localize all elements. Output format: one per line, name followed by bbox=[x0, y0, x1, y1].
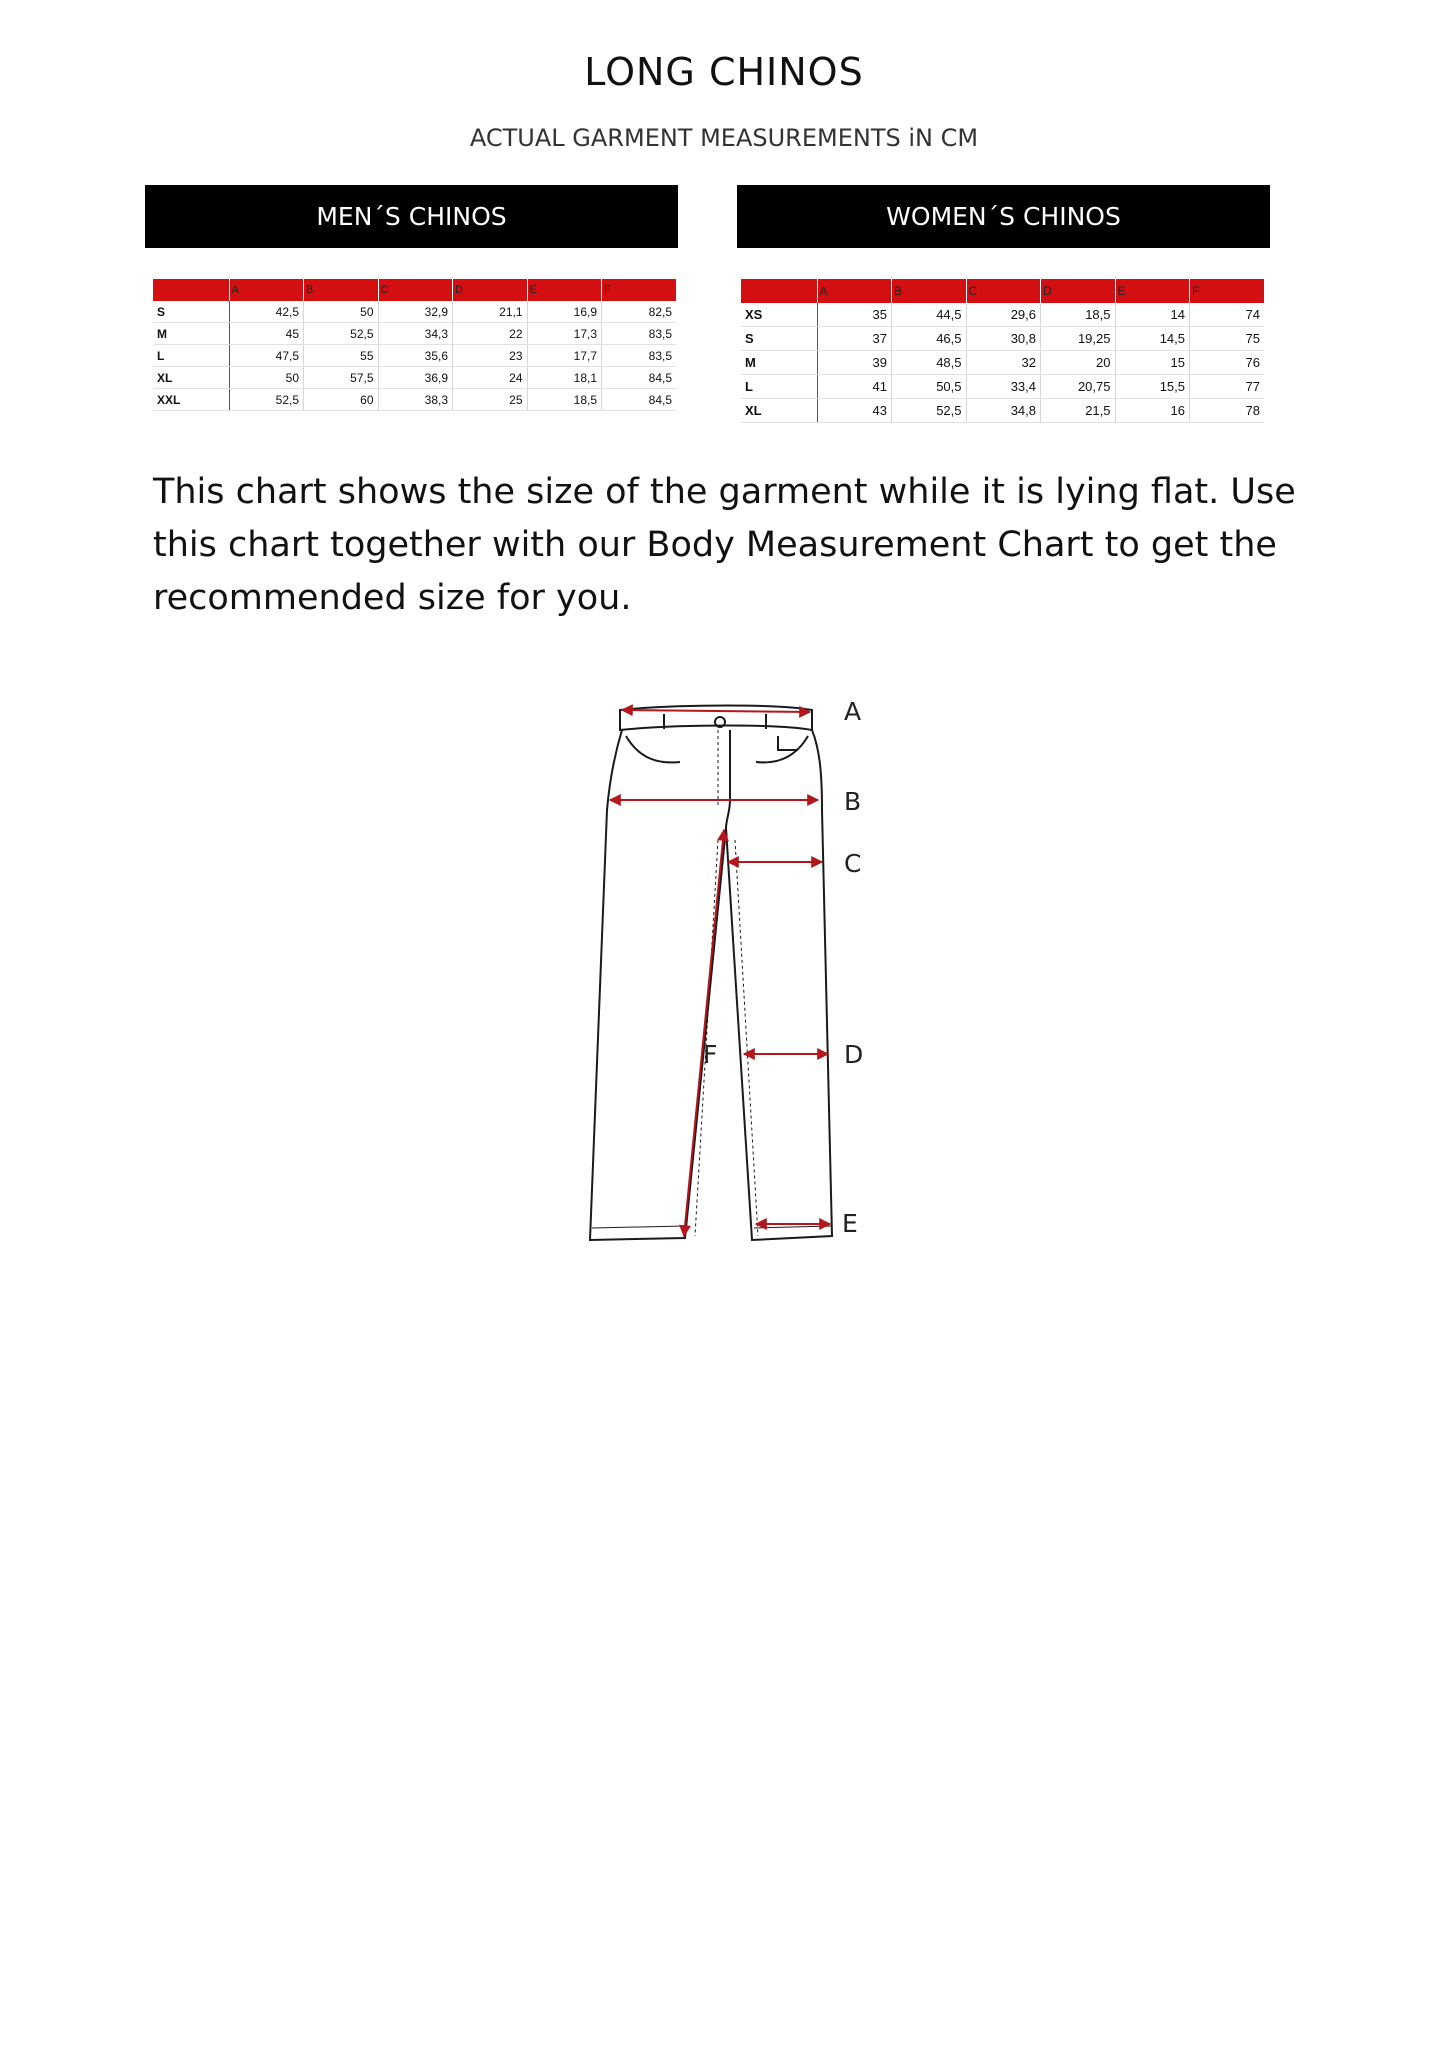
measurement-cell: 50 bbox=[229, 367, 304, 389]
table-header-row bbox=[741, 279, 1264, 303]
measurement-cell: 84,5 bbox=[602, 389, 677, 411]
measurement-cell: 21,5 bbox=[1041, 399, 1116, 423]
label-d: D bbox=[844, 1040, 864, 1069]
column-header: B bbox=[892, 279, 967, 303]
measurement-cell: 18,5 bbox=[1041, 303, 1116, 327]
measurement-cell: 50,5 bbox=[892, 375, 967, 399]
measurement-cell: 20 bbox=[1041, 351, 1116, 375]
column-header: E bbox=[527, 279, 602, 301]
measurement-cell: 52,5 bbox=[892, 399, 967, 423]
table-row bbox=[741, 375, 1264, 399]
measurement-cell: 17,7 bbox=[527, 345, 602, 367]
measurement-cell: 43 bbox=[817, 399, 892, 423]
measurement-cell: 76 bbox=[1190, 351, 1265, 375]
mens-size-table bbox=[153, 279, 676, 411]
measurement-cell: 78 bbox=[1190, 399, 1265, 423]
column-header: B bbox=[304, 279, 379, 301]
table-corner-cell bbox=[153, 279, 229, 301]
measurement-cell: 33,4 bbox=[966, 375, 1041, 399]
page-title: LONG CHINOS bbox=[584, 50, 864, 94]
measurement-cell: 22 bbox=[453, 323, 528, 345]
measurement-cell: 15 bbox=[1115, 351, 1190, 375]
measurement-cell: 24 bbox=[453, 367, 528, 389]
measurement-cell: 74 bbox=[1190, 303, 1265, 327]
measurement-cell: 14,5 bbox=[1115, 327, 1190, 351]
label-c: C bbox=[844, 849, 862, 878]
table-row bbox=[153, 323, 676, 345]
size-label: M bbox=[741, 351, 817, 375]
size-label: S bbox=[153, 301, 229, 323]
measurement-cell: 34,8 bbox=[966, 399, 1041, 423]
measurement-cell: 21,1 bbox=[453, 301, 528, 323]
column-header: A bbox=[817, 279, 892, 303]
size-label: XS bbox=[741, 303, 817, 327]
measurement-cell: 16,9 bbox=[527, 301, 602, 323]
column-header: C bbox=[966, 279, 1041, 303]
measurement-cell: 60 bbox=[304, 389, 379, 411]
table-row bbox=[153, 389, 676, 411]
table-header-row bbox=[153, 279, 676, 301]
measurement-cell: 84,5 bbox=[602, 367, 677, 389]
measurement-cell: 39 bbox=[817, 351, 892, 375]
measurement-cell: 37 bbox=[817, 327, 892, 351]
chinos-outline bbox=[590, 706, 832, 1241]
measurement-cell: 35 bbox=[817, 303, 892, 327]
table-row bbox=[153, 301, 676, 323]
size-label: L bbox=[153, 345, 229, 367]
column-header: C bbox=[378, 279, 453, 301]
size-label: S bbox=[741, 327, 817, 351]
size-label: L bbox=[741, 375, 817, 399]
measurement-cell: 47,5 bbox=[229, 345, 304, 367]
measurement-cell: 77 bbox=[1190, 375, 1265, 399]
label-a: A bbox=[844, 697, 862, 726]
label-e: E bbox=[842, 1209, 858, 1238]
measurement-cell: 48,5 bbox=[892, 351, 967, 375]
measurement-cell: 34,3 bbox=[378, 323, 453, 345]
measurement-cell: 38,3 bbox=[378, 389, 453, 411]
table-row bbox=[741, 351, 1264, 375]
measurement-cell: 25 bbox=[453, 389, 528, 411]
arrow-f-inseam bbox=[684, 830, 724, 1236]
table-corner-cell bbox=[741, 279, 817, 303]
measurement-cell: 15,5 bbox=[1115, 375, 1190, 399]
size-label: XL bbox=[153, 367, 229, 389]
measurement-cell: 17,3 bbox=[527, 323, 602, 345]
measurement-cell: 23 bbox=[453, 345, 528, 367]
size-label: XL bbox=[741, 399, 817, 423]
mens-chinos-header: MEN´S CHINOS bbox=[145, 185, 678, 248]
measurement-cell: 35,6 bbox=[378, 345, 453, 367]
measurement-cell: 46,5 bbox=[892, 327, 967, 351]
measurement-cell: 18,1 bbox=[527, 367, 602, 389]
measurement-cell: 50 bbox=[304, 301, 379, 323]
measurement-cell: 52,5 bbox=[229, 389, 304, 411]
arrow-a-waist bbox=[622, 710, 810, 712]
measurement-cell: 42,5 bbox=[229, 301, 304, 323]
measurement-cell: 52,5 bbox=[304, 323, 379, 345]
measurement-cell: 14 bbox=[1115, 303, 1190, 327]
measurement-cell: 44,5 bbox=[892, 303, 967, 327]
measurement-cell: 83,5 bbox=[602, 323, 677, 345]
measurement-cell: 18,5 bbox=[527, 389, 602, 411]
label-f: F bbox=[703, 1040, 718, 1069]
page-subtitle: ACTUAL GARMENT MEASUREMENTS iN CM bbox=[469, 124, 979, 152]
measurement-cell: 41 bbox=[817, 375, 892, 399]
table-row bbox=[741, 399, 1264, 423]
size-chart-description: This chart shows the size of the garment while it is lying flat. Use this chart together with our Body Measurement Chart to get the recommended size for you. bbox=[153, 472, 1296, 618]
womens-size-table bbox=[741, 279, 1264, 423]
measurement-cell: 36,9 bbox=[378, 367, 453, 389]
size-label: XXL bbox=[153, 389, 229, 411]
measurement-cell: 32 bbox=[966, 351, 1041, 375]
column-header: E bbox=[1115, 279, 1190, 303]
table-row bbox=[153, 345, 676, 367]
measurement-cell: 19,25 bbox=[1041, 327, 1116, 351]
measurement-cell: 57,5 bbox=[304, 367, 379, 389]
size-label: M bbox=[153, 323, 229, 345]
column-header: F bbox=[1190, 279, 1265, 303]
table-row bbox=[153, 367, 676, 389]
measurement-cell: 32,9 bbox=[378, 301, 453, 323]
womens-chinos-header: WOMEN´S CHINOS bbox=[737, 185, 1270, 248]
measurement-arrows bbox=[610, 710, 830, 1236]
measurement-cell: 83,5 bbox=[602, 345, 677, 367]
measurement-cell: 30,8 bbox=[966, 327, 1041, 351]
measurement-cell: 82,5 bbox=[602, 301, 677, 323]
chinos-measurement-diagram bbox=[560, 680, 900, 1260]
column-header: A bbox=[229, 279, 304, 301]
label-b: B bbox=[844, 787, 862, 816]
measurement-cell: 75 bbox=[1190, 327, 1265, 351]
table-row bbox=[741, 327, 1264, 351]
column-header: D bbox=[453, 279, 528, 301]
measurement-cell: 29,6 bbox=[966, 303, 1041, 327]
table-row bbox=[741, 303, 1264, 327]
column-header: F bbox=[602, 279, 677, 301]
measurement-cell: 45 bbox=[229, 323, 304, 345]
column-header: D bbox=[1041, 279, 1116, 303]
measurement-cell: 20,75 bbox=[1041, 375, 1116, 399]
measurement-cell: 16 bbox=[1115, 399, 1190, 423]
measurement-cell: 55 bbox=[304, 345, 379, 367]
